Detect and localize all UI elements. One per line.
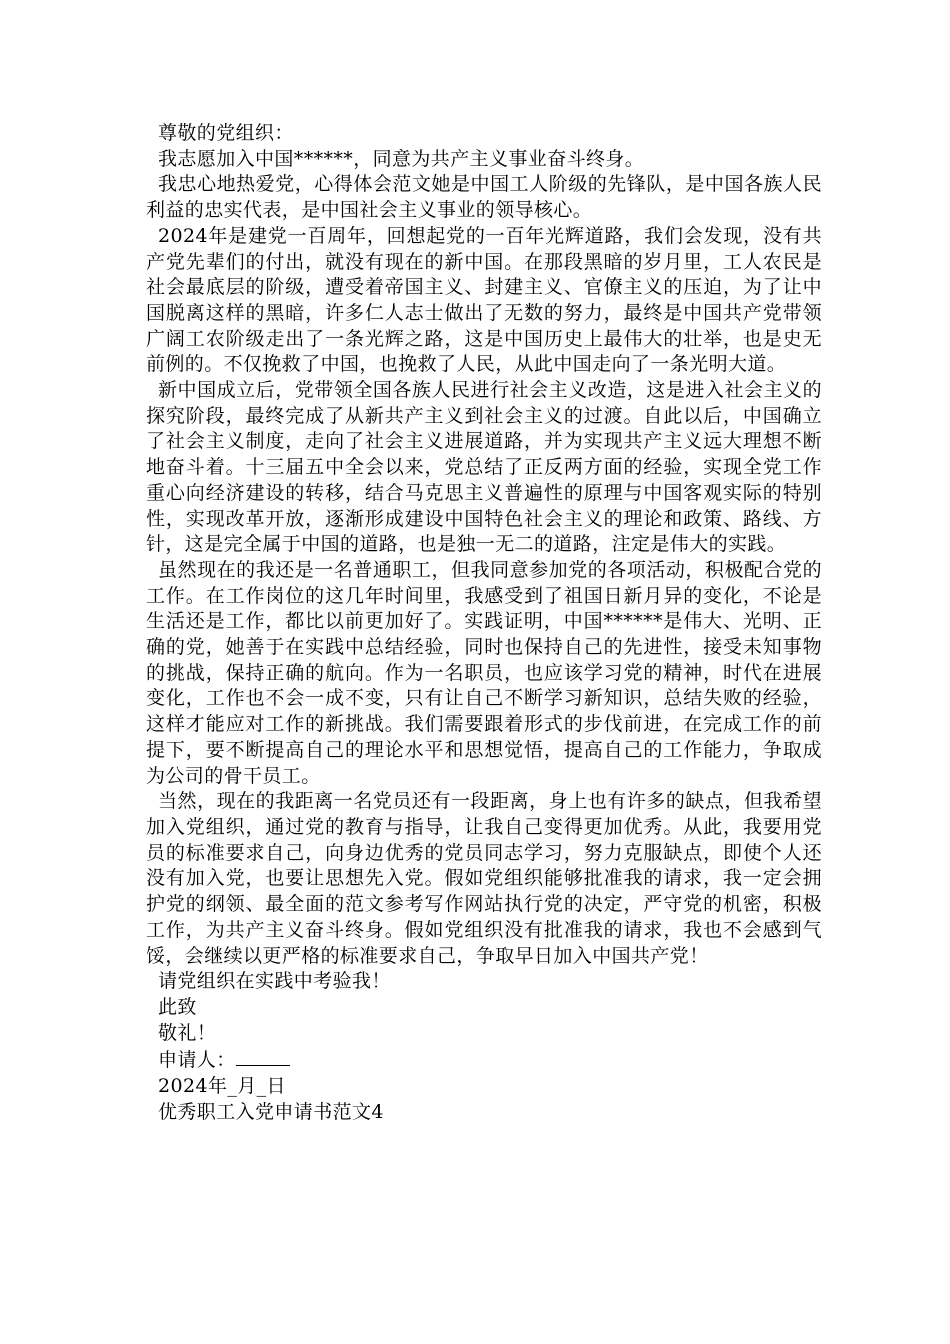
closing-line: 此致 bbox=[158, 995, 197, 1018]
applicant-line bbox=[146, 1046, 822, 1074]
paragraph: 当然，现在的我距离一名党员还有一段距离，身上也有许多的缺点，但我希望加入党组织，通过党的教育与指导，让我自己变得更加优秀。从此，我要用党员的标准要求自己，向身边优秀的党员同志学习，努力克服缺点，即使个人还没有加入党，也要让思想先入党。假如党组织能够批准我的请求，我一定会拥护党的纲领、最全面的范文参考写作网站执行党的决定，严守党的机密，积极工作，为共产主义奋斗终身。假如党组织没有批准我的请求，我也不会感到气馁，会继续以更严格的标准要求自己，争取早日加入中国共产党！ bbox=[146, 790, 822, 967]
letter-body bbox=[146, 121, 822, 1125]
salutation: 尊敬的党组织： bbox=[158, 122, 294, 144]
applicant-label: 申请人： bbox=[158, 1049, 236, 1072]
paragraph: 新中国成立后，党带领全国各族人民进行社会主义改造，这是进入社会主义的探究阶段，最终完成了从新共产主义到社会主义的过渡。自此以后，中国确立了社会主义制度，走向了社会主义进展道路，并为实现共产主义远大理想不断地奋斗着。十三届五中全会以来，党总结了正反两方面的经验，实现全党工作重心向经济建设的转移，结合马克思主义普遍性的原理与中国客观实际的特别性，实现改革开放，逐渐形成建设中国特色社会主义的理论和政策、路线、方针，这是完全属于中国的道路，也是独一无二的道路，注定是伟大的实践。 bbox=[146, 379, 822, 556]
date-line: 2024年_月_日 bbox=[158, 1075, 286, 1098]
paragraph: 虽然现在的我还是一名普通职工，但我同意参加党的各项活动，积极配合党的工作。在工作岗位的这几年时间里，我感受到了祖国日新月异的变化，不论是生活还是工作，都比以前更加好了。实践证明，中国******是伟大、光明、正确的党，她善于在实践中总结经验，同时也保持自己的先进性，接受未知事物的挑战，保持正确的航向。作为一名职员，也应该学习党的精神，时代在进展变化，工作也不会一成不变，只有让自己不断学习新知识，总结失败的经验，这样才能应对工作的新挑战。我们需要跟着形式的步伐前进，在完成工作的前提下，要不断提高自己的理论水平和思想觉悟，提高自己的工作能力，争取成为公司的骨干员工。 bbox=[146, 558, 822, 787]
signature-blank bbox=[236, 1046, 290, 1066]
paragraph: 我志愿加入中国******，同意为共产主义事业奋斗终身。 bbox=[158, 147, 645, 170]
next-section-title: 优秀职工入党申请书范文4 bbox=[158, 1100, 384, 1123]
paragraph: 请党组织在实践中考验我！ bbox=[158, 970, 391, 993]
paragraph: 我忠心地热爱党，心得体会范文她是中国工人阶级的先锋队，是中国各族人民利益的忠实代表，是中国社会主义事业的领导核心。 bbox=[146, 173, 822, 222]
closing-line: 敬礼！ bbox=[158, 1021, 217, 1044]
paragraph: 2024年是建党一百周年，回想起党的一百年光辉道路，我们会发现，没有共产党先辈们的付出，就没有现在的新中国。在那段黑暗的岁月里，工人农民是社会最底层的阶级，遭受着帝国主义、封建主义、官僚主义的压迫，为了让中国脱离这样的黑暗，许多仁人志士做出了无数的努力，最终是中国共产党带领广阔工农阶级走出了一条光辉之路，这是中国历史上最伟大的壮举，也是史无前例的。不仅挽救了中国，也挽救了人民，从此中国走向了一条光明大道。 bbox=[146, 224, 822, 376]
